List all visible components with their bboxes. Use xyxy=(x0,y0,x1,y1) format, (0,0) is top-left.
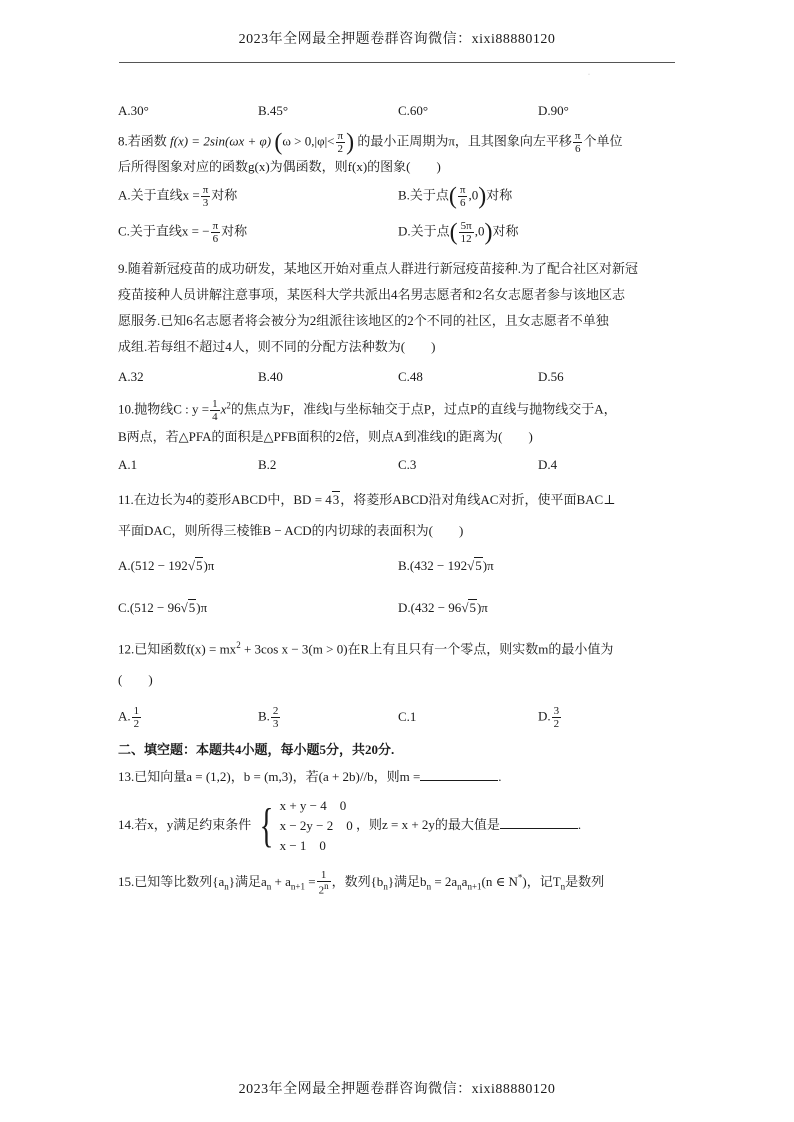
q11-stem-line2: 平面DAC，则所得三棱锥B − ACD的内切球的表面积为( ) xyxy=(118,522,464,538)
q12-option-b: B. $\frac{2}{3}$ xyxy=(258,704,279,730)
q9-option-b: B.40 xyxy=(258,368,283,384)
q12-stem: 12.已知函数$f(x) = mx^2 + 3\cos$ x − 3(m > 0)在R上有且只有一个零点，则实数m的最小值为 xyxy=(118,639,614,656)
q12-option-d: D. $\frac{3}{2}$ xyxy=(538,704,560,730)
q12-option-c: C.1 xyxy=(398,709,417,725)
q9-line: 成组.若每组不超过4人，则不同的分配方法种数为( ) xyxy=(118,338,436,354)
q8-paren-close: ) xyxy=(346,129,355,156)
q8-frac-pi-2: $\frac{\pi}{2}$ xyxy=(337,130,344,156)
q8-tail: 个单位 xyxy=(583,133,623,149)
q10-option-c: C.3 xyxy=(398,456,417,472)
q11-options-cd xyxy=(118,594,678,624)
q15-stem: 15.已知等比数列$\{a_n\}$满足$a_n + a_{n+1}$ = $\frac{1}{2^n}$ ，数列$\{b_n\}$满足$b_n = 2a_na_{n+1}(n$ ∈ N*)，记$T_n$是数列 xyxy=(118,868,605,897)
q7-option-d: D.90° xyxy=(538,102,569,118)
q10-options xyxy=(118,452,678,478)
exam-content xyxy=(118,98,678,896)
q10-stem-line2: B两点，若△PFA的面积是△PFB面积的2倍，则点A到准线l的距离为( ) xyxy=(118,429,533,445)
q14-stem: 14.若x，y满足约束条件 { x + y − 4 0 x − 2y − 2 0 x − 1 0 ，则z = x + 2y的最大值是 . xyxy=(118,796,678,856)
q8-number: 8.若函数 xyxy=(118,133,167,149)
q11-stem: 11.在边长为4的菱形ABCD中，BD = 43，将菱形ABCD沿对角线AC对折，使平面BAC⊥ xyxy=(118,491,616,507)
q10-stem: 10.抛物线C : y = $\frac{1}{4}$ $x^2$的焦点为F，准线l与坐标轴交于点P，过点P的直线与抛物线交于A， xyxy=(118,397,617,424)
q12-options xyxy=(118,700,678,734)
page-footer: 2023年全网最全押题卷群咨询微信：xixi88880120 xyxy=(238,1082,556,1097)
q7-option-b: B.45° xyxy=(258,102,289,118)
header-divider xyxy=(119,62,675,63)
q8-option-a: A.关于直线x = $\frac{\pi}{3}$ 对称 xyxy=(118,184,238,210)
section-title: 二、填空题：本题共4小题，每小题5分，共20分. xyxy=(118,742,395,758)
q10-option-b: B.2 xyxy=(258,456,277,472)
q8-paren-open: ( xyxy=(274,129,283,156)
q8-option-c: C.关于直线x = − $\frac{\pi}{6}$ 对称 xyxy=(118,220,248,246)
q12-option-a: A. $\frac{1}{2}$ xyxy=(118,704,140,730)
q9-line: 9.随着新冠疫苗的成功研发，某地区开始对重点人群进行新冠疫苗接种.为了配合社区对新冠 xyxy=(118,260,639,276)
q9-line: 疫苗接种人员讲解注意事项，某医科大学共派出4名男志愿者和2名女志愿者参与该地区志 xyxy=(118,286,626,302)
q9-stem xyxy=(118,256,678,360)
scan-dot: · xyxy=(588,72,590,78)
q12-paren: ( ) xyxy=(118,671,153,687)
q9-line: 愿服务.已知6名志愿者将会被分为2组派往该地区的2个不同的社区，且女志愿者不单独 xyxy=(118,312,609,328)
q8-mid: 的最小正周期为π，且其图象向左平移 xyxy=(357,133,572,149)
q8-stem-line2: 后所得图象对应的函数g(x)为偶函数，则f(x)的图象( ) xyxy=(118,159,441,175)
q7-options xyxy=(118,98,678,124)
q9-option-a: A.32 xyxy=(118,368,144,384)
left-brace-icon: { xyxy=(259,799,273,853)
q10-option-a: A.1 xyxy=(118,456,138,472)
q11-options-ab xyxy=(118,552,678,582)
q14-constraint-system: { x + y − 4 0 x − 2y − 2 0 x − 1 0 xyxy=(259,798,353,854)
q9-options xyxy=(118,364,678,390)
q13-answer-blank[interactable] xyxy=(420,768,498,781)
q7-option-c: C.60° xyxy=(398,102,429,118)
q8-function: f(x) = 2sin(ωx + φ) xyxy=(170,133,272,149)
q10-frac-1-4: $\frac{1}{4}$ xyxy=(212,397,218,424)
q11-option-d: D.(432 − 96√5)π xyxy=(398,600,488,616)
q10-option-d: D.4 xyxy=(538,456,558,472)
page-header: 2023年全网最全押题卷群咨询微信：xixi88880120 xyxy=(238,32,556,47)
q8-frac-pi-6: $\frac{\pi}{6}$ xyxy=(574,130,581,156)
q9-option-c: C.48 xyxy=(398,368,423,384)
q8-option-b: B.关于点( $\frac{\pi}{6}$ ,0)对称 xyxy=(398,183,513,210)
q8-option-d: D.关于点( $\frac{5\pi}{12}$ ,0)对称 xyxy=(398,219,519,246)
q11-option-a: A.(512 − 192√5)π xyxy=(118,558,215,574)
q13-stem: 13.已知向量a = (1,2)，b = (m,3)，若(a + 2b)//b，则m = . xyxy=(118,769,502,785)
q14-answer-blank[interactable] xyxy=(500,816,578,829)
q8-options-ab xyxy=(118,182,678,212)
q8-condition: ω > 0,|φ|< xyxy=(282,133,335,149)
q8-options-cd xyxy=(118,218,678,248)
q11-option-b: B.(432 − 192√5)π xyxy=(398,558,494,574)
q8-stem xyxy=(118,130,678,155)
q9-option-d: D.56 xyxy=(538,368,564,384)
q11-option-c: C.(512 − 96√5)π xyxy=(118,600,208,616)
q7-option-a: A.30° xyxy=(118,102,149,118)
